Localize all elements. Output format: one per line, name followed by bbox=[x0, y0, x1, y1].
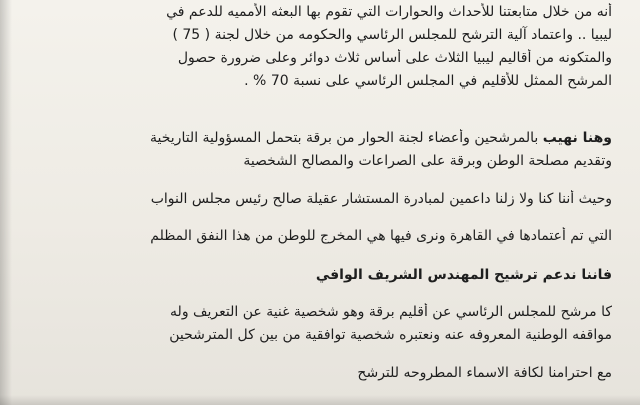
paragraph5-line1: مع احترامنا لكافة الاسماء المطروحه للترشح bbox=[357, 365, 612, 381]
paragraph2-line2: وتقديم مصلحة الوطن وبرقة على الصراعات والمصالح الشخصية bbox=[243, 153, 612, 169]
paragraph1-line3: والمتكونه من أقاليم ليبيا الثلاث على أساس ثلاث دوائر وعلى ضرورة حصول bbox=[177, 50, 612, 66]
paragraph2-line1-text: بالمرشحين وأعضاء لجنة الحوار من برقة بتحمل المسؤولية التاريخية bbox=[150, 130, 539, 146]
paragraph1-line4: المرشح الممثل للأقليم في المجلس الرئاسي على نسبة 70 % . bbox=[244, 73, 612, 89]
paragraph3-line2: التي تم أعتمادها في القاهرة ونرى فيها هي المخرج للوطن من هذا النفق المظلم bbox=[150, 228, 612, 244]
paragraph3-line1: وحيث أننا كنا ولا زلنا داعمين لمبادرة المستشار عقيلة صالح رئيس مجلس النواب bbox=[150, 191, 612, 207]
paragraph2-lead: وهنا نهيب bbox=[542, 130, 612, 146]
paragraph4-line1: كا مرشح للمجلس الرئاسي عن أقليم برقة وهو شخصية غنية عن التعريف وله bbox=[170, 304, 612, 320]
page-shadow-left bbox=[0, 0, 12, 405]
nomination-line: فاننا ندعم ترشيح المهندس الشريف الوافي bbox=[315, 267, 612, 283]
paragraph2-line1 bbox=[28, 129, 612, 147]
page-shadow-bottom bbox=[0, 395, 640, 405]
paragraph1-line1: أنه من خلال متابعتنا للأحداث والحوارات التي تقوم بها البعثه الأمميه للدعم في bbox=[166, 4, 612, 20]
paragraph1-line2: ليبيا .. واعتماد آلية الترشح للمجلس الرئاسي والحكومه من خلال لجنة ( 75 ) bbox=[172, 27, 612, 43]
paragraph4-line2: مواقفه الوطنية المعروفه عنه ونعتبره شخصية توافقية من بين كل المترشحين bbox=[169, 327, 612, 343]
